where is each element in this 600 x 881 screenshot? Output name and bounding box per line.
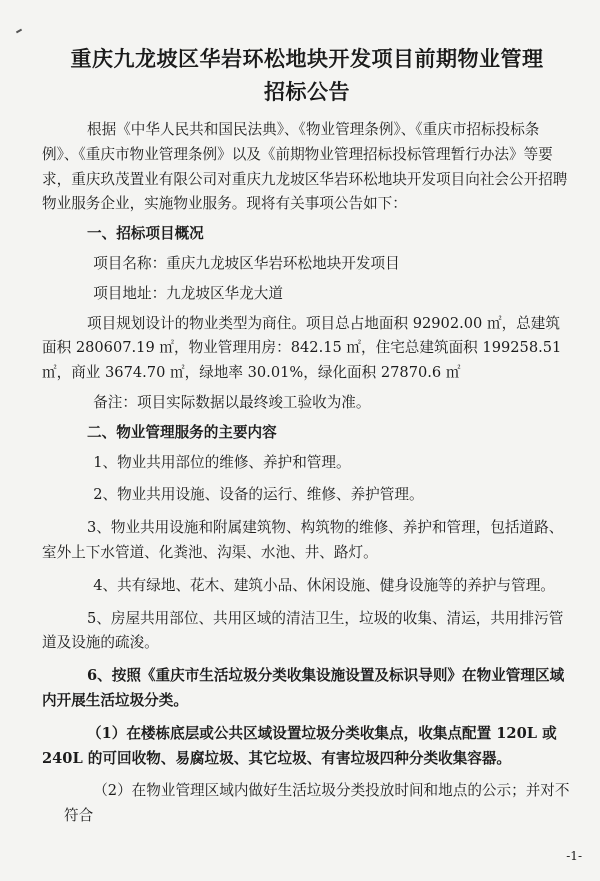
project-address: 项目地址：九龙坡区华龙大道 (93, 284, 283, 302)
section-2-heading: 二、物业管理服务的主要内容 (87, 423, 277, 441)
sub-list-item: （2）在物业管理区域内做好生活垃圾分类投放时间和地点的公示；并对不符合 (64, 782, 570, 825)
list-item: 2、物业共用设施、设备的运行、维修、养护管理。 (93, 486, 424, 504)
section-1-heading: 一、招标项目概况 (87, 225, 204, 243)
page-number: -1- (566, 849, 582, 863)
document-title (44, 42, 570, 108)
title-line-1: 重庆九龙坡区华岩环松地块开发项目前期物业管理 (70, 46, 544, 71)
intro-paragraph: 根据《中华人民共和国民法典》、《物业管理条例》、《重庆市招标投标条例》、《重庆市物业管理条例》以及《前期物业管理招标投标管理暂行办法》等要求，重庆玖茂置业有限公司对重庆九龙坡区华岩环松地块开发项目向社会公开招聘物业服务企业，实施物业服务。现将有关事项公告如下： (42, 121, 568, 213)
project-note: 备注：项目实际数据以最终竣工验收为准。 (93, 393, 371, 411)
project-planning: 项目规划设计的物业类型为商住。项目总占地面积 92902.00 ㎡，总建筑面积 280607.19 ㎡，物业管理用房：842.15 ㎡，住宅总建筑面积 199258.51 ㎡，商业 3674.70 ㎡，绿地率 30.01%，绿化面积 27870.6 ㎡ (42, 314, 562, 382)
sub-list-item: （1）在楼栋底层或公共区域设置垃圾分类收集点，收集点配置 120L 或 240L 的可回收物、易腐垃圾、其它垃圾、有害垃圾四种分类收集容器。 (42, 724, 557, 767)
title-line-2: 招标公告 (264, 79, 350, 104)
list-item: 1、物业共用部位的维修、养护和管理。 (93, 453, 351, 471)
project-name: 项目名称：重庆九龙坡区华岩环松地块开发项目 (93, 254, 400, 272)
list-item: 5、房屋共用部位、共用区域的清洁卫生，垃圾的收集、清运，共用排污管道及设施的疏浚。 (42, 609, 564, 652)
scan-mark (16, 29, 22, 34)
list-item: 3、物业共用设施和附属建筑物、构筑物的维修、养护和管理，包括道路、室外上下水管道、化粪池、沟渠、水池、井、路灯。 (42, 519, 564, 561)
list-item: 6、按照《重庆市生活垃圾分类收集设施设置及标识导则》在物业管理区域内开展生活垃圾分类。 (42, 667, 565, 709)
list-item: 4、共有绿地、花木、建筑小品、休闲设施、健身设施等的养护与管理。 (93, 576, 555, 594)
